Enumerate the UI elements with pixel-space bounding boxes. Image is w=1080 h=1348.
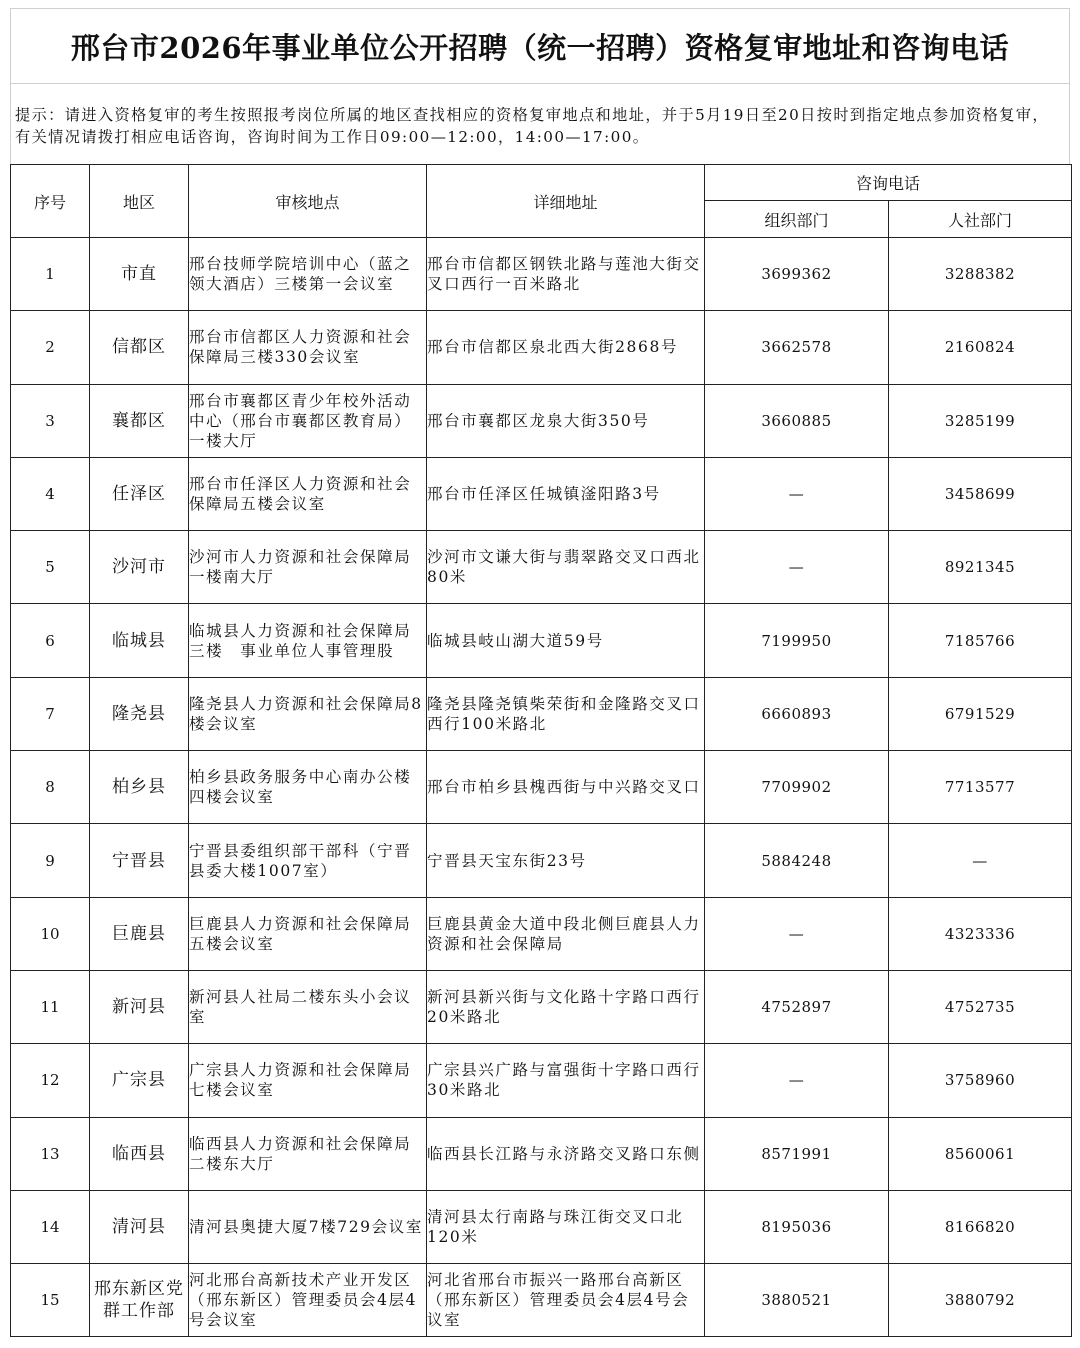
row-hr-phone: 8560061 xyxy=(889,1117,1072,1190)
row-region: 新河县 xyxy=(90,970,189,1043)
table-row xyxy=(11,897,1072,970)
row-venue: 邢台市襄都区青少年校外活动中心（邢台市襄都区教育局）一楼大厅 xyxy=(189,384,427,457)
row-region: 宁晋县 xyxy=(90,824,189,897)
row-org-phone: — xyxy=(705,1044,889,1117)
row-venue: 巨鹿县人力资源和社会保障局五楼会议室 xyxy=(189,897,427,970)
row-hr-phone: 2160824 xyxy=(889,311,1072,384)
row-venue: 隆尧县人力资源和社会保障局8楼会议室 xyxy=(189,677,427,750)
row-venue: 清河县奥捷大厦7楼729会议室 xyxy=(189,1190,427,1263)
row-org-phone: 7199950 xyxy=(705,604,889,677)
row-address: 巨鹿县黄金大道中段北侧巨鹿县人力资源和社会保障局 xyxy=(427,897,705,970)
table-body xyxy=(11,238,1072,1337)
row-hr-phone: 6791529 xyxy=(889,677,1072,750)
row-region: 襄都区 xyxy=(90,384,189,457)
header-hr-dept: 人社部门 xyxy=(889,201,1072,238)
row-hr-phone: 7185766 xyxy=(889,604,1072,677)
row-region: 清河县 xyxy=(90,1190,189,1263)
row-index: 3 xyxy=(11,384,90,457)
row-index: 12 xyxy=(11,1044,90,1117)
header-venue: 审核地点 xyxy=(189,165,427,238)
row-region: 邢东新区党群工作部 xyxy=(90,1264,189,1337)
row-index: 13 xyxy=(11,1117,90,1190)
table-row xyxy=(11,824,1072,897)
row-region: 任泽区 xyxy=(90,457,189,530)
row-index: 10 xyxy=(11,897,90,970)
row-index: 8 xyxy=(11,751,90,824)
header-region: 地区 xyxy=(90,165,189,238)
row-venue: 邢台市任泽区人力资源和社会保障局五楼会议室 xyxy=(189,457,427,530)
row-org-phone: 3660885 xyxy=(705,384,889,457)
table-row xyxy=(11,1264,1072,1337)
row-org-phone: — xyxy=(705,897,889,970)
row-region: 隆尧县 xyxy=(90,677,189,750)
table-row xyxy=(11,1190,1072,1263)
row-venue: 邢台市信都区人力资源和社会保障局三楼330会议室 xyxy=(189,311,427,384)
row-hr-phone: 3458699 xyxy=(889,457,1072,530)
header-org-dept: 组织部门 xyxy=(705,201,889,238)
row-index: 4 xyxy=(11,457,90,530)
row-region: 临城县 xyxy=(90,604,189,677)
table-row xyxy=(11,531,1072,604)
row-index: 2 xyxy=(11,311,90,384)
table-row xyxy=(11,311,1072,384)
row-venue: 柏乡县政务服务中心南办公楼四楼会议室 xyxy=(189,751,427,824)
header-address: 详细地址 xyxy=(427,165,705,238)
row-address: 河北省邢台市振兴一路邢台高新区（邢东新区）管理委员会4层4号会议室 xyxy=(427,1264,705,1337)
row-hr-phone: 7713577 xyxy=(889,751,1072,824)
row-region: 沙河市 xyxy=(90,531,189,604)
table-row xyxy=(11,1117,1072,1190)
row-address: 隆尧县隆尧镇柴荣街和金隆路交叉口西行100米路北 xyxy=(427,677,705,750)
row-venue: 临城县人力资源和社会保障局三楼 事业单位人事管理股 xyxy=(189,604,427,677)
row-index: 7 xyxy=(11,677,90,750)
row-org-phone: 4752897 xyxy=(705,970,889,1043)
row-hr-phone: — xyxy=(889,824,1072,897)
row-hr-phone: 8921345 xyxy=(889,531,1072,604)
row-org-phone: 5884248 xyxy=(705,824,889,897)
page-title: 邢台市2026年事业单位公开招聘（统一招聘）资格复审地址和咨询电话 xyxy=(10,8,1070,84)
row-hr-phone: 4323336 xyxy=(889,897,1072,970)
row-org-phone: — xyxy=(705,457,889,530)
table-row xyxy=(11,970,1072,1043)
row-address: 临城县岐山湖大道59号 xyxy=(427,604,705,677)
row-venue: 宁晋县委组织部干部科（宁晋县委大楼1007室） xyxy=(189,824,427,897)
row-address: 邢台市信都区钢铁北路与莲池大街交叉口西行一百米路北 xyxy=(427,238,705,311)
table-row xyxy=(11,1044,1072,1117)
row-org-phone: 8195036 xyxy=(705,1190,889,1263)
row-region: 广宗县 xyxy=(90,1044,189,1117)
row-org-phone: — xyxy=(705,531,889,604)
row-index: 1 xyxy=(11,238,90,311)
row-region: 信都区 xyxy=(90,311,189,384)
row-address: 邢台市柏乡县槐西街与中兴路交叉口 xyxy=(427,751,705,824)
table-row xyxy=(11,751,1072,824)
row-hr-phone: 3880792 xyxy=(889,1264,1072,1337)
row-region: 临西县 xyxy=(90,1117,189,1190)
row-org-phone: 6660893 xyxy=(705,677,889,750)
review-address-table xyxy=(10,164,1072,1337)
row-venue: 河北邢台高新技术产业开发区（邢东新区）管理委员会4层4号会议室 xyxy=(189,1264,427,1337)
row-region: 市直 xyxy=(90,238,189,311)
row-address: 广宗县兴广路与富强街十字路口西行30米路北 xyxy=(427,1044,705,1117)
row-venue: 邢台技师学院培训中心（蓝之领大酒店）三楼第一会议室 xyxy=(189,238,427,311)
row-address: 邢台市任泽区任城镇滏阳路3号 xyxy=(427,457,705,530)
row-hr-phone: 3285199 xyxy=(889,384,1072,457)
table-row xyxy=(11,604,1072,677)
row-index: 15 xyxy=(11,1264,90,1337)
row-org-phone: 3699362 xyxy=(705,238,889,311)
table-row xyxy=(11,238,1072,311)
row-index: 6 xyxy=(11,604,90,677)
row-venue: 沙河市人力资源和社会保障局一楼南大厅 xyxy=(189,531,427,604)
table-row xyxy=(11,384,1072,457)
row-index: 14 xyxy=(11,1190,90,1263)
row-region: 柏乡县 xyxy=(90,751,189,824)
row-venue: 临西县人力资源和社会保障局二楼东大厅 xyxy=(189,1117,427,1190)
row-address: 临西县长江路与永济路交叉路口东侧 xyxy=(427,1117,705,1190)
row-region: 巨鹿县 xyxy=(90,897,189,970)
row-venue: 新河县人社局二楼东头小会议室 xyxy=(189,970,427,1043)
row-index: 11 xyxy=(11,970,90,1043)
row-venue: 广宗县人力资源和社会保障局七楼会议室 xyxy=(189,1044,427,1117)
row-org-phone: 3662578 xyxy=(705,311,889,384)
row-index: 9 xyxy=(11,824,90,897)
row-index: 5 xyxy=(11,531,90,604)
notice-text: 提示：请进入资格复审的考生按照报考岗位所属的地区查找相应的资格复审地点和地址，并于5月19日至20日按时到指定地点参加资格复审，有关情况请拨打相应电话咨询，咨询时间为工作日09:00—12:00，14:00—17:00。 xyxy=(10,84,1070,164)
row-address: 新河县新兴街与文化路十字路口西行20米路北 xyxy=(427,970,705,1043)
row-hr-phone: 3288382 xyxy=(889,238,1072,311)
header-index: 序号 xyxy=(11,165,90,238)
row-hr-phone: 3758960 xyxy=(889,1044,1072,1117)
row-hr-phone: 4752735 xyxy=(889,970,1072,1043)
row-org-phone: 8571991 xyxy=(705,1117,889,1190)
row-address: 宁晋县天宝东街23号 xyxy=(427,824,705,897)
row-org-phone: 3880521 xyxy=(705,1264,889,1337)
row-hr-phone: 8166820 xyxy=(889,1190,1072,1263)
row-address: 清河县太行南路与珠江街交叉口北120米 xyxy=(427,1190,705,1263)
row-address: 邢台市信都区泉北西大街2868号 xyxy=(427,311,705,384)
row-address: 邢台市襄都区龙泉大街350号 xyxy=(427,384,705,457)
header-phone-group: 咨询电话 xyxy=(705,165,1072,201)
row-org-phone: 7709902 xyxy=(705,751,889,824)
table-row xyxy=(11,457,1072,530)
row-address: 沙河市文谦大街与翡翠路交叉口西北80米 xyxy=(427,531,705,604)
table-row xyxy=(11,677,1072,750)
